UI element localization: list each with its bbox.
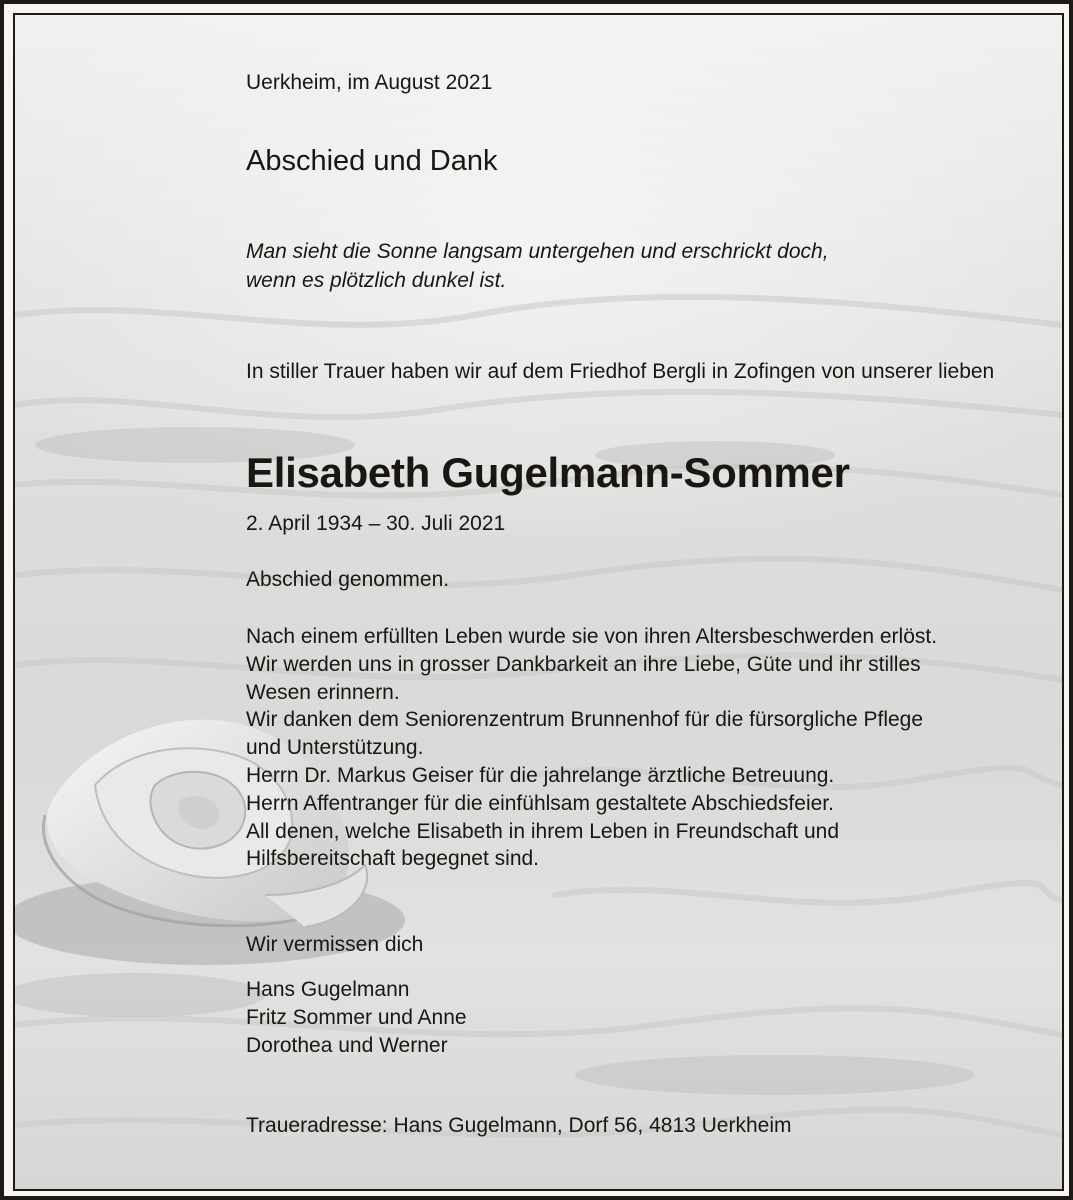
body-line: Hilfsbereitschaft begegnet sind. xyxy=(246,847,540,871)
mourner-name: Fritz Sommer und Anne xyxy=(246,1006,467,1029)
life-dates: 2. April 1934 – 30. Juli 2021 xyxy=(246,512,506,535)
date-line: Uerkheim, im August 2021 xyxy=(246,71,493,94)
mourner-name: Dorothea und Werner xyxy=(246,1034,448,1057)
body-line: Wesen erinnern. xyxy=(246,680,400,704)
mourning-address: Traueradresse: Hans Gugelmann, Dorf 56, 4813 Uerkheim xyxy=(246,1114,792,1137)
body-line: Nach einem erfüllten Leben wurde sie von ihren Altersbeschwerden erlöst. xyxy=(246,625,938,648)
deceased-name: Elisabeth Gugelmann-Sommer xyxy=(246,449,850,496)
verse xyxy=(246,237,1006,295)
mourner-list xyxy=(246,976,467,1060)
notice-content xyxy=(15,15,1062,1189)
body-line: und Unterstützung. xyxy=(246,736,424,760)
body-line: Herrn Dr. Markus Geiser für die jahrelange ärztliche Betreuung. xyxy=(246,763,835,787)
miss-line: Wir vermissen dich xyxy=(246,933,424,956)
farewell-text: Abschied genommen. xyxy=(246,568,450,591)
body-line: Wir werden uns in grosser Dankbarkeit an ihre Liebe, Güte und ihr stilles xyxy=(246,652,921,676)
body-line: Wir danken dem Seniorenzentrum Brunnenhof für die fürsorgliche Pflege xyxy=(246,708,924,732)
verse-line: Man sieht die Sonne langsam untergehen und erschrickt doch, xyxy=(246,240,829,263)
notice-heading: Abschied und Dank xyxy=(246,145,498,177)
body-line: Herrn Affentranger für die einfühlsam gestaltete Abschiedsfeier. xyxy=(246,791,834,815)
verse-line: wenn es plötzlich dunkel ist. xyxy=(246,269,507,292)
mourner-name: Hans Gugelmann xyxy=(246,978,410,1001)
body-line: All denen, welche Elisabeth in ihrem Leben in Freundschaft und xyxy=(246,819,840,843)
gratitude-text xyxy=(246,623,937,873)
intro-text: In stiller Trauer haben wir auf dem Friedhof Bergli in Zofingen von unserer lieben xyxy=(246,360,995,383)
notice-inner-frame xyxy=(13,13,1064,1191)
